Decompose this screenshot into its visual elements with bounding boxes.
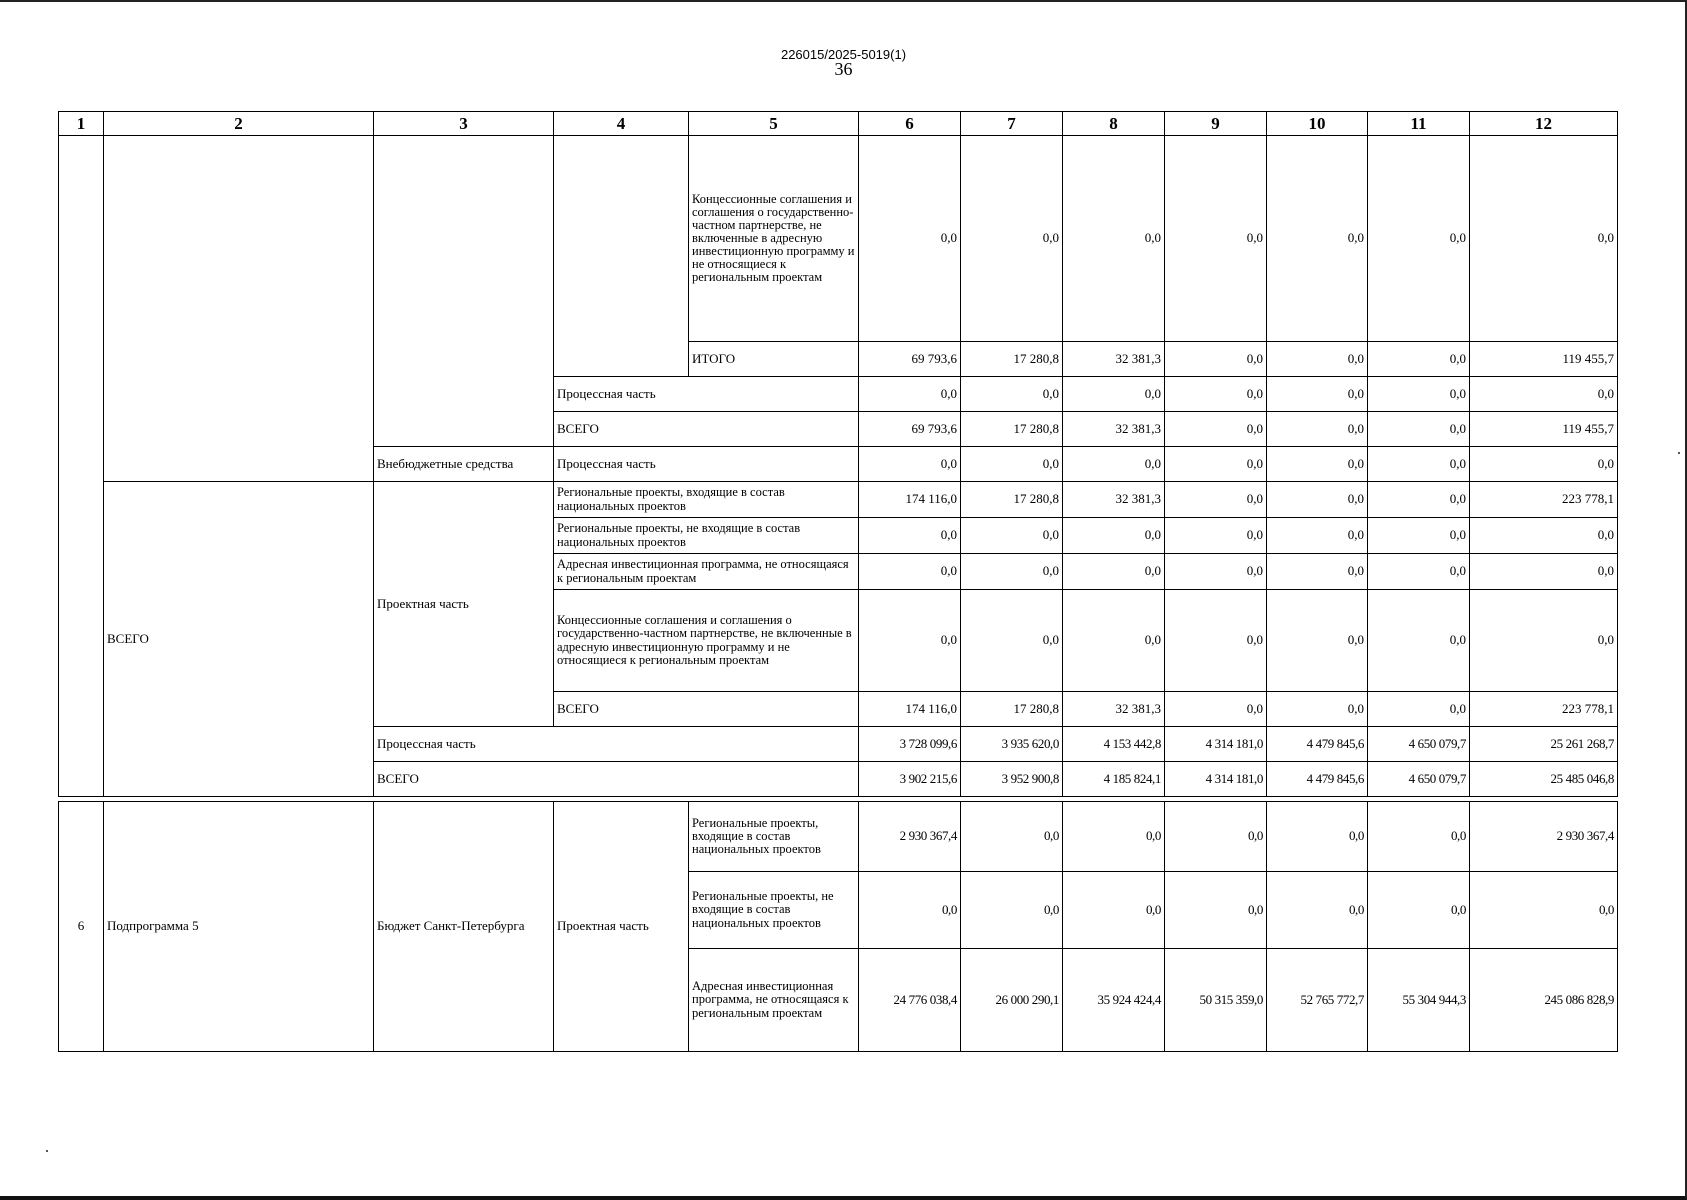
column-header-row <box>59 112 1618 136</box>
value-cell: 0,0 <box>961 802 1063 872</box>
scan-speck <box>46 1150 48 1152</box>
value-cell: 0,0 <box>859 377 961 412</box>
value-cell: 0,0 <box>859 554 961 590</box>
value-cell: 0,0 <box>1267 590 1368 692</box>
value-cell: 4 650 079,7 <box>1368 762 1470 797</box>
budget-table <box>58 111 1618 797</box>
value-cell: 0,0 <box>1368 136 1470 342</box>
value-cell: 0,0 <box>1368 692 1470 727</box>
value-cell: 4 185 824,1 <box>1063 762 1165 797</box>
value-cell: 0,0 <box>859 136 961 342</box>
source-label <box>374 802 554 1052</box>
value-cell: 0,0 <box>1165 136 1267 342</box>
value-cell: 35 924 424,4 <box>1063 949 1165 1052</box>
column-header: 4 <box>554 112 689 136</box>
value-cell: 24 776 038,4 <box>859 949 961 1052</box>
value-cell: 0,0 <box>1368 482 1470 518</box>
value-cell: 0,0 <box>961 447 1063 482</box>
value-cell: 52 765 772,7 <box>1267 949 1368 1052</box>
value-cell: 32 381,3 <box>1063 342 1165 377</box>
row-label: Процессная часть <box>554 447 859 482</box>
program-cell <box>104 136 374 482</box>
value-cell: 17 280,8 <box>961 692 1063 727</box>
row-label: ВСЕГО <box>554 412 859 447</box>
value-cell: 0,0 <box>1368 518 1470 554</box>
subprogram-name: Подпрограмма 5 <box>104 802 374 1052</box>
value-cell: 0,0 <box>1165 692 1267 727</box>
source-label: Внебюджетные средства <box>374 447 554 482</box>
row-label: Региональные проекты, не входящие в состав национальных проектов <box>554 518 859 554</box>
value-cell: 0,0 <box>1368 447 1470 482</box>
value-cell: 0,0 <box>1267 692 1368 727</box>
value-cell: 0,0 <box>1165 802 1267 872</box>
value-cell: 0,0 <box>961 590 1063 692</box>
scan-speck <box>1678 452 1680 454</box>
value-cell: 3 728 099,6 <box>859 727 961 762</box>
row-label: Адресная инвестиционная программа, не относящаяся к региональным проектам <box>689 949 859 1052</box>
value-cell: 25 261 268,7 <box>1470 727 1618 762</box>
value-cell: 0,0 <box>961 554 1063 590</box>
value-cell: 2 930 367,4 <box>1470 802 1618 872</box>
column-header: 6 <box>859 112 961 136</box>
value-cell: 0,0 <box>1165 518 1267 554</box>
value-cell: 0,0 <box>1063 590 1165 692</box>
value-cell: 0,0 <box>961 136 1063 342</box>
column-header: 10 <box>1267 112 1368 136</box>
value-cell: 4 650 079,7 <box>1368 727 1470 762</box>
value-cell: 0,0 <box>1470 136 1618 342</box>
value-cell: 69 793,6 <box>859 412 961 447</box>
value-cell: 25 485 046,8 <box>1470 762 1618 797</box>
row-label: Региональные проекты, входящие в состав национальных проектов <box>689 802 859 872</box>
column-header: 2 <box>104 112 374 136</box>
row-number-cell <box>59 136 104 797</box>
value-cell: 0,0 <box>1165 447 1267 482</box>
value-cell: 0,0 <box>1063 872 1165 949</box>
column-header: 5 <box>689 112 859 136</box>
value-cell: 55 304 944,3 <box>1368 949 1470 1052</box>
part-label: Проектная часть <box>554 802 689 1052</box>
value-cell: 0,0 <box>1267 802 1368 872</box>
part-label: Проектная часть <box>374 482 554 727</box>
value-cell: 0,0 <box>1063 518 1165 554</box>
document-id: 226015/2025-5019(1) <box>780 47 907 62</box>
value-cell: 223 778,1 <box>1470 482 1618 518</box>
value-cell: 0,0 <box>1368 590 1470 692</box>
value-cell: 0,0 <box>961 872 1063 949</box>
value-cell: 0,0 <box>1368 377 1470 412</box>
value-cell: 0,0 <box>1368 802 1470 872</box>
value-cell: 0,0 <box>1368 872 1470 949</box>
value-cell: 3 902 215,6 <box>859 762 961 797</box>
row-number: 6 <box>59 802 104 1052</box>
value-cell: 0,0 <box>859 872 961 949</box>
value-cell: 0,0 <box>1267 872 1368 949</box>
value-cell: 17 280,8 <box>961 482 1063 518</box>
value-cell: 0,0 <box>859 447 961 482</box>
value-cell: 0,0 <box>1470 872 1618 949</box>
value-cell: 4 479 845,6 <box>1267 727 1368 762</box>
row-label: Концессионные соглашения и соглашения о государственно-частном партнерстве, не включенные в адресную инвестиционную программу и не относящиеся к региональным проектам <box>689 136 859 342</box>
page-number: 36 <box>834 59 853 79</box>
value-cell: 0,0 <box>961 377 1063 412</box>
value-cell: 0,0 <box>1165 872 1267 949</box>
column-header: 11 <box>1368 112 1470 136</box>
row-label: ИТОГО <box>689 342 859 377</box>
value-cell: 3 952 900,8 <box>961 762 1063 797</box>
row-label: Адресная инвестиционная программа, не относящаяся к региональным проектам <box>554 554 859 590</box>
value-cell: 0,0 <box>1165 342 1267 377</box>
value-cell: 17 280,8 <box>961 412 1063 447</box>
source-cell <box>374 136 554 447</box>
subprogram-table <box>58 801 1618 1052</box>
value-cell: 0,0 <box>1063 447 1165 482</box>
value-cell: 0,0 <box>961 518 1063 554</box>
column-header: 1 <box>59 112 104 136</box>
value-cell: 32 381,3 <box>1063 412 1165 447</box>
value-cell: 0,0 <box>1267 482 1368 518</box>
row-label: ВСЕГО <box>374 762 859 797</box>
value-cell: 69 793,6 <box>859 342 961 377</box>
column-header: 7 <box>961 112 1063 136</box>
value-cell: 0,0 <box>1267 412 1368 447</box>
value-cell: 3 935 620,0 <box>961 727 1063 762</box>
column-header: 12 <box>1470 112 1618 136</box>
row-label: Процессная часть <box>554 377 859 412</box>
value-cell: 32 381,3 <box>1063 482 1165 518</box>
value-cell: 0,0 <box>1470 590 1618 692</box>
row-label: Процессная часть <box>374 727 859 762</box>
column-header: 3 <box>374 112 554 136</box>
value-cell: 17 280,8 <box>961 342 1063 377</box>
value-cell: 0,0 <box>1063 377 1165 412</box>
value-cell: 0,0 <box>1368 342 1470 377</box>
value-cell: 0,0 <box>1267 342 1368 377</box>
value-cell: 0,0 <box>1165 412 1267 447</box>
value-cell: 119 455,7 <box>1470 342 1618 377</box>
value-cell: 0,0 <box>859 590 961 692</box>
value-cell: 0,0 <box>1470 518 1618 554</box>
table-row <box>59 136 1618 342</box>
value-cell: 0,0 <box>1368 412 1470 447</box>
value-cell: 0,0 <box>1267 377 1368 412</box>
value-cell: 4 153 442,8 <box>1063 727 1165 762</box>
value-cell: 50 315 359,0 <box>1165 949 1267 1052</box>
value-cell: 174 116,0 <box>859 692 961 727</box>
value-cell: 0,0 <box>1165 377 1267 412</box>
value-cell: 174 116,0 <box>859 482 961 518</box>
value-cell: 0,0 <box>1063 554 1165 590</box>
part-cell <box>554 136 689 377</box>
column-header: 9 <box>1165 112 1267 136</box>
table-row <box>59 802 1618 872</box>
value-cell: 0,0 <box>1267 518 1368 554</box>
value-cell: 0,0 <box>1470 554 1618 590</box>
value-cell: 4 314 181,0 <box>1165 762 1267 797</box>
row-label: Концессионные соглашения и соглашения о государственно-частном партнерстве, не включенные в адресную инвестиционную программу и не относящиеся к региональным проектам <box>554 590 859 692</box>
value-cell: 223 778,1 <box>1470 692 1618 727</box>
row-label: Региональные проекты, не входящие в состав национальных проектов <box>689 872 859 949</box>
value-cell: 0,0 <box>1165 554 1267 590</box>
value-cell: 4 314 181,0 <box>1165 727 1267 762</box>
column-header: 8 <box>1063 112 1165 136</box>
value-cell: 0,0 <box>1063 136 1165 342</box>
value-cell: 32 381,3 <box>1063 692 1165 727</box>
value-cell: 0,0 <box>1267 136 1368 342</box>
row-label: Региональные проекты, входящие в состав национальных проектов <box>554 482 859 518</box>
source-label-text: Бюджет Санкт-Петербурга <box>377 918 525 934</box>
table-row <box>59 482 1618 518</box>
value-cell: 0,0 <box>1267 554 1368 590</box>
value-cell: 4 479 845,6 <box>1267 762 1368 797</box>
value-cell: 119 455,7 <box>1470 412 1618 447</box>
value-cell: 0,0 <box>1267 447 1368 482</box>
value-cell: 2 930 367,4 <box>859 802 961 872</box>
value-cell: 0,0 <box>1368 554 1470 590</box>
value-cell: 26 000 290,1 <box>961 949 1063 1052</box>
value-cell: 0,0 <box>1470 377 1618 412</box>
value-cell: 0,0 <box>859 518 961 554</box>
row-label: ВСЕГО <box>554 692 859 727</box>
value-cell: 0,0 <box>1470 447 1618 482</box>
block-label: ВСЕГО <box>104 482 374 797</box>
value-cell: 0,0 <box>1165 590 1267 692</box>
value-cell: 245 086 828,9 <box>1470 949 1618 1052</box>
value-cell: 0,0 <box>1165 482 1267 518</box>
value-cell: 0,0 <box>1063 802 1165 872</box>
